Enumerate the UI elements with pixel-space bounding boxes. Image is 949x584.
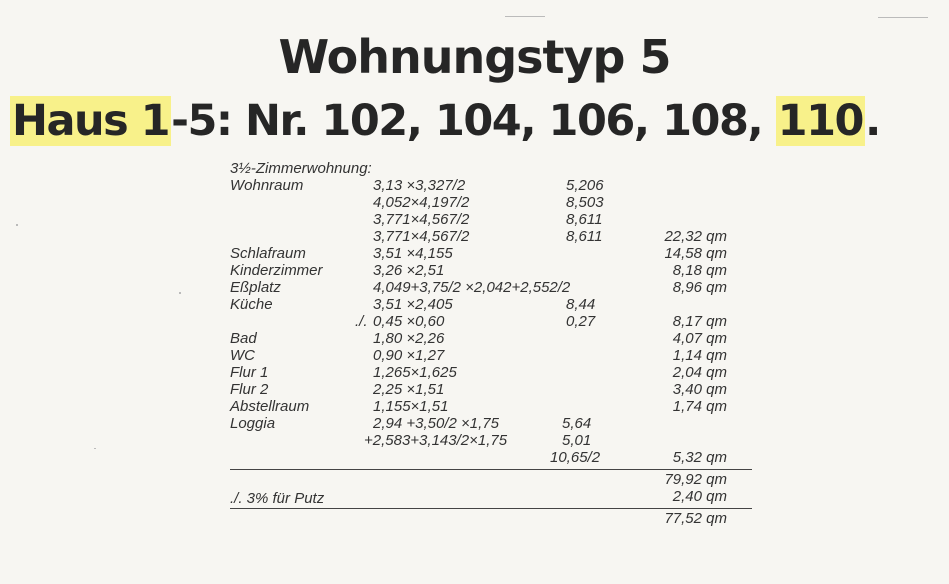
row-label: Loggia [230,415,276,432]
row-label: Schlafraum [230,245,306,262]
highlight-110: 110 [777,96,863,146]
row-calculation: 3,51 ×4,155 [373,245,453,262]
heading-period: . [864,96,880,146]
row-label: Flur 2 [230,381,269,398]
scan-speck [16,224,18,226]
row-calculation: 3,771×4,567/2 [373,228,470,245]
row-subtotal: 8,611 [566,211,603,228]
row-calculation: 0,45 ×0,60 [373,313,445,330]
scan-speck [505,16,545,17]
row-total: 8,18 qm [672,262,727,279]
row-label: Abstellraum [230,398,310,415]
final-total: 77,52 qm [664,510,727,527]
apartment-type-label: 3½-Zimmerwohnung: [230,160,372,177]
page-title: Wohnungstyp 5 [278,30,671,84]
final-rule [230,508,752,509]
row-subtotal: 10,65/2 [550,449,601,466]
row-label: Kinderzimmer [230,262,323,279]
row-calculation: 2,94 +3,50/2 ×1,75 [373,415,499,432]
row-subtotal: 5,64 [562,415,592,432]
row-calculation: 1,155×1,51 [373,398,449,415]
scan-speck [878,17,928,18]
row-calculation: 4,052×4,197/2 [373,194,470,211]
row-total: 22,32 qm [664,228,727,245]
scan-speck [179,292,181,294]
row-label: WC [230,347,255,364]
row-calculation: 3,13 ×3,327/2 [373,177,466,194]
row-total: 1,14 qm [672,347,727,364]
row-subtotal: 8,503 [566,194,604,211]
row-calculation: 1,80 ×2,26 [373,330,445,347]
row-calculation: 3,771×4,567/2 [373,211,470,228]
row-label: ./. [355,313,368,330]
row-total: 5,32 qm [672,449,727,466]
row-label: Bad [230,330,257,347]
row-label: Wohnraum [230,177,304,194]
row-total: 14,58 qm [664,245,727,262]
row-total: 8,17 qm [672,313,727,330]
row-total: 2,04 qm [672,364,727,381]
sum-total: 79,92 qm [664,471,727,488]
row-total: 8,96 qm [672,279,727,296]
row-calculation: +2,583+3,143/2×1,75 [364,432,508,449]
highlight-haus: Haus 1 [12,96,170,146]
row-subtotal: 8,44 [566,296,596,313]
row-calculation: 2,25 ×1,51 [373,381,445,398]
row-label: Küche [230,296,273,313]
row-total: 3,40 qm [672,381,727,398]
row-total: 1,74 qm [672,398,727,415]
row-calculation: 3,51 ×2,405 [373,296,453,313]
row-calculation: 3,26 ×2,51 [373,262,445,279]
scan-speck [94,448,96,449]
plaster-deduction-label: ./. 3% für Putz [230,490,325,507]
house-numbers-text: -5: Nr. 102, 104, 106, 108, [171,96,776,146]
plaster-deduction-value: 2,40 qm [672,488,727,505]
row-total: 4,07 qm [672,330,727,347]
row-subtotal: 5,01 [562,432,592,449]
row-calculation: 0,90 ×1,27 [373,347,445,364]
row-subtotal: 0,27 [566,313,596,330]
row-subtotal: 5,206 [566,177,604,194]
row-subtotal: 8,611 [566,228,603,245]
row-calculation: 1,265×1,625 [373,364,457,381]
row-label: Eßplatz [230,279,281,296]
row-label: Flur 1 [230,364,269,381]
row-calculation: 4,049+3,75/2 ×2,042+2,552/2 [373,279,571,296]
sum-rule [230,469,752,470]
